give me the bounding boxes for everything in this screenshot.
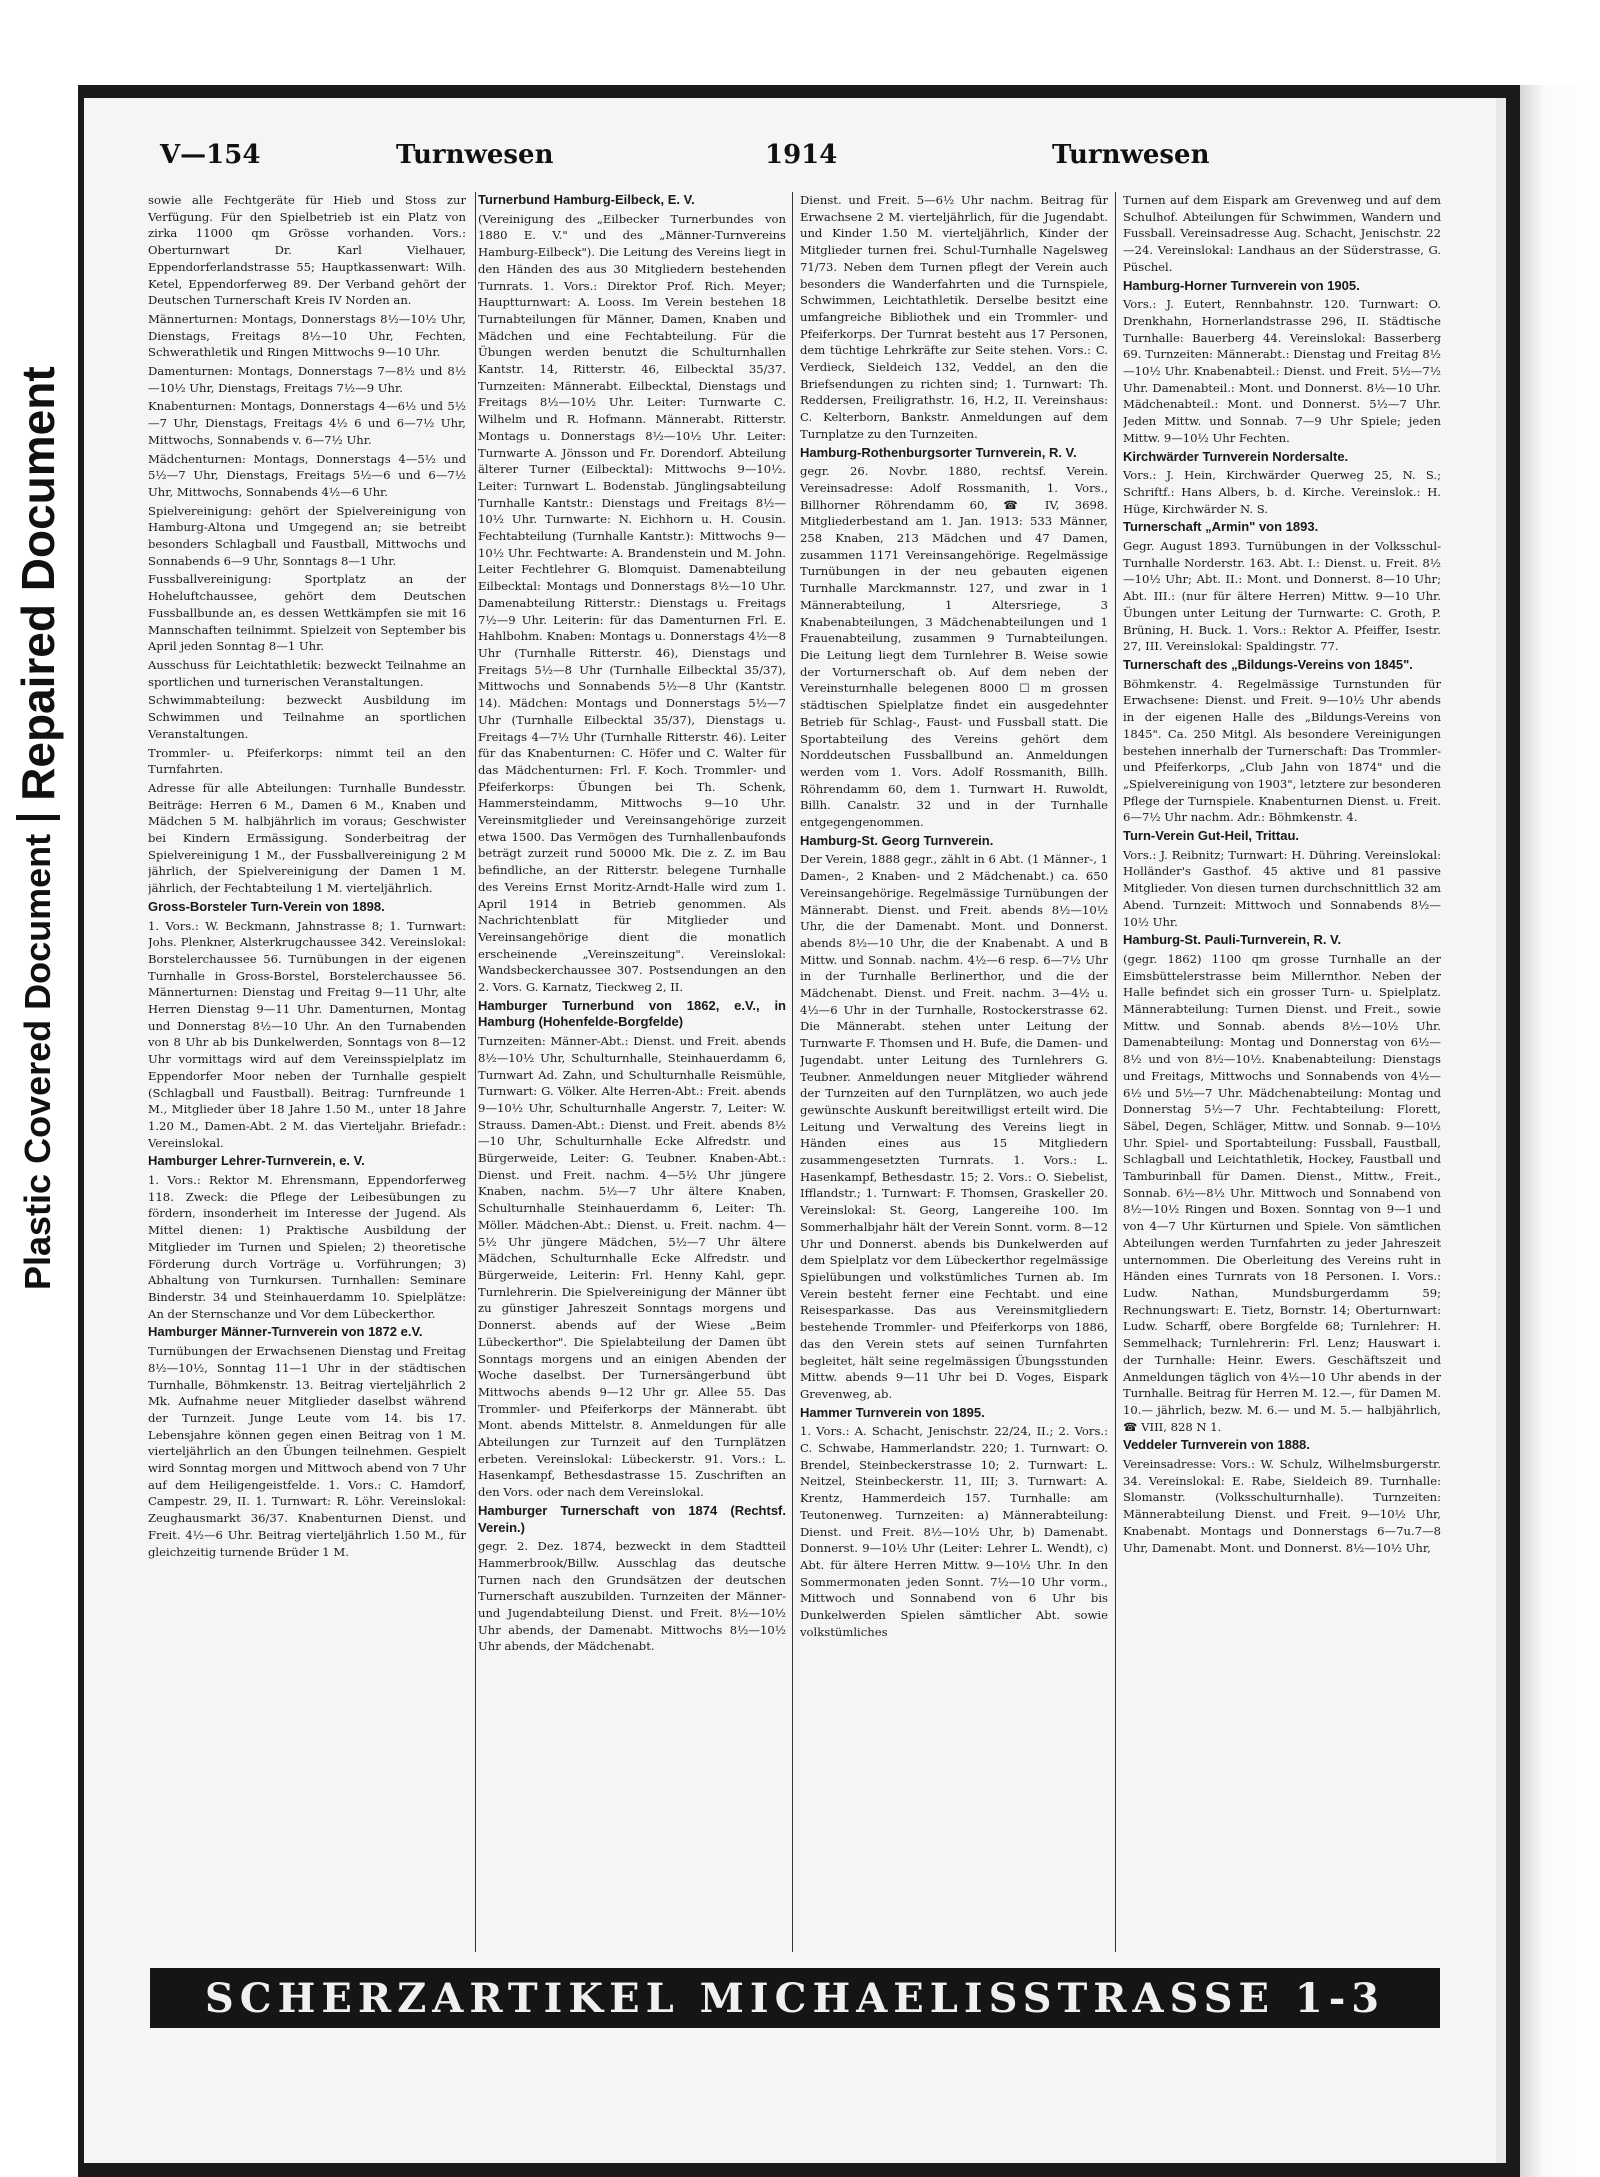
- header-year: 1914: [765, 140, 838, 170]
- entry-text: Vors.: J. Eutert, Rennbahnstr. 120. Turnwart: O. Drenkhahn, Hornerlandstrasse 296, II. Städtische Turnhalle: Bauerberg 44. Vereinslokal: Basserberg 69. Turnzeiten: Männerabt.: Dienstag und Freitag 8½—10½ Uhr. Knabenabteil.: Dienst. und Freit. 5½—7½ Uhr. Damenabteil.: Mont. und Donnerst. 8½—10 Uhr. Mädchenabteil.: Mont. und Donnerst. 5½—7 Uhr. Jeden Mittw. und Sonnab. 7—9 Uhr Spiele; jeden Mittw. 9—10½ Uhr Fechten.: [1123, 297, 1441, 445]
- entry-text: sowie alle Fechtgeräte für Hieb und Stoss zur Verfügung. Für den Spielbetrieb ist ein Platz von zirka 11000 qm Grösse vorhanden. Vors.: Oberturnwart Dr. Karl Vielhauer, Eppendorferlandstrasse 55; Hauptkassenwart: Wilh. Ketel, Eppendorferweg 89. Der Verband gehört der Deutschen Turnerschaft Kreis IV Norden an.: [148, 193, 466, 308]
- entry-text: Der Verein, 1888 gegr., zählt in 6 Abt. (1 Männer-, 1 Damen-, 2 Knaben- und 2 Mädchenabt.) ca. 650 Vereinsangehörige. Regelmässige Turnübungen der Männerabt. Dienst. und Freit. abends 8½—10½ Uhr, die der Damenabt. Mont. und Donnerst. abends 8½—10 Uhr, die der Knabenabt. A und B Mittw. und Sonnab. nachm. 4½—6 resp. 6—7½ Uhr in der Turnhalle Berlinerthor, und die der Mädchenabt. Dienst. und Freit. nachm. 3—4½ u. 4½—6 Uhr in der Turnhalle, Rostockerstrasse 62. Die Männerabt. stehen unter Leitung der Turnwarte F. Thomsen und H. Bufe, die Damen- und Jugendabt. unter Leitung des Turnlehrers G. Teubner. Anmeldungen neuer Mitglieder während der Turnzeiten auf den Turnplätzen, wo auch jede gewünschte Auskunft bereitwilligst erteilt wird. Die Leitung und Verwaltung des Vereins liegt in Händen eines aus 15 Mitgliedern zusammengesetzten Turnrats. 1. Vors.: L. Hasenkampf, Bethesdastr. 15; 2. Vors.: O. Siebelist, Ifflandstr.; 1. Turnwart: F. Thomsen, Graskeller 20. Vereinslokal: St. Georg, Langereihe 100. Im Sommerhalbjahr hält der Verein Sonnt. vorm. 8—12 Uhr und Donnerst. abends bis Dunkelwerden auf dem Spielplatz vor dem Lübeckerthor regelmässige Spielübungen und volkstümliches Turnen ab. Im Verein besteht ferner eine Fechtabt. und eine Reisesparkasse. Das aus Vereinsmitgliedern bestehende Trommler- und Pfeiferkorps von 1886, das den Verein stets auf seinen Turnfahrten begleitet, hält seine regelmässigen Übungsstunden Mittw. abends 9—11 Uhr bei D. Voges, Eispark Grevenweg, ab.: [800, 852, 1108, 1401]
- label-separator: [16, 815, 60, 820]
- entry-text: Trommler- u. Pfeiferkorps: nimmt teil an den Turnfahrten.: [148, 745, 466, 777]
- entry-heading: Hamburg-St. Georg Turnverein.: [800, 832, 994, 848]
- entry-text: Spielvereinigung: gehört der Spielvereinigung von Hamburg-Altona und Umgegend an; sie betreibt besonders Schlagball und Faustball, Mittwochs und Sonnabends 6—9 Uhr, Sonntags 8—1 Uhr.: [148, 503, 466, 568]
- repaired-document-label: Repaired Document: [12, 366, 64, 801]
- header-right-title: Turnwesen: [1052, 140, 1210, 170]
- next-page-edge: [1520, 85, 1600, 2177]
- entry-text: Adresse für alle Abteilungen: Turnhalle Bundesstr. Beiträge: Herren 6 M., Damen 6 M., Knaben und Mädchen 5 M. halbjährlich im voraus; Geschwister bei Kindern Ermässigung. Sonderbeitrag der Spielvereinigung 1 M., der Fussballvereinigung 2 M jährlich, der Spielvereinigung der Damen 1 M. jährlich, der Fechtabteilung 1 M. vierteljährlich.: [148, 780, 466, 896]
- entry-heading: Hamburg-Rothenburgsorter Turnverein, R. V.: [800, 444, 1077, 460]
- entry-text: 1. Vors.: Rektor M. Ehrensmann, Eppendorferweg 118. Zweck: die Pflege der Leibesübungen zu fördern, insonderheit im Interesse der Jugend. Als Mittel dienen: 1) Praktische Ausbildung der Mitglieder im Turnen und Spielen; 2) theoretische Förderung durch Vorträge u. Vorführungen; 3) Abhaltung von Turnkursen. Turnhallen: Seminare Binderstr. 34 und Steinhauerdamm 10. Spielplätze: An der Sternschanze und Vor dem Lübeckerthor.: [148, 1173, 466, 1321]
- entry-heading: Kirchwärder Turnverein Nordersalte.: [1123, 448, 1349, 464]
- text-column-4: [1123, 192, 1441, 1952]
- entry-text: Männerturnen: Montags, Donnerstags 8½—10½ Uhr, Dienstags, Freitags 8½—10 Uhr, Fechten, Schwerathletik und Ringen Mittwochs 9—10 Uhr.: [148, 311, 466, 360]
- scan-side-label-area: [0, 0, 78, 2177]
- entry-heading: Gross-Borsteler Turn-Verein von 1898.: [148, 898, 385, 914]
- entry-heading: Turnerschaft des „Bildungs-Vereins von 1845".: [1123, 656, 1413, 672]
- entry-text: Knabenturnen: Montags, Donnerstags 4—6½ und 5½—7 Uhr, Dienstags, Freitags 4½ 6 und 6—7½ Uhr, Mittwochs, Sonnabends v. 6—7½ Uhr.: [148, 399, 466, 447]
- entry-heading: Turn-Verein Gut-Heil, Trittau.: [1123, 828, 1299, 844]
- entry-text: Dienst. und Freit. 5—6½ Uhr nachm. Beitrag für Erwachsene 2 M. vierteljährlich, für die Jugendabt. und Kinder 1.50 M. vierteljährlich, Kinder der Mitglieder turnen frei. Schul-Turnhalle Nagelsweg 71/73. Neben dem Turnen pflegt der Verein auch besonders die Wanderfahrten und die Turnspiele, Schwimmen, Leichtathletik. Derselbe besitzt eine umfangreiche Bibliothek und ein Trommler- und Pfeiferkorps. Der Turnrat besteht aus 17 Personen, dem tüchtige Lehrkräfte zur Seite stehen. Vors.: C. Verdieck, Sieldeich 132, Veddel, an den die Briefsendungen zu richten sind; 1. Turnwart: Th. Reddersen, Freiligrathstr. 16, H.2, II. Vereinshaus: C. Kelterborn, Bankstr. Anmeldungen auf dem Turnplatze zu den Turnzeiten.: [800, 193, 1108, 441]
- entry-heading: Turnerbund Hamburg-Eilbeck, E. V.: [478, 192, 695, 207]
- entry-text: 1. Vors.: A. Schacht, Jenischstr. 22/24, II.; 2. Vors.: C. Schwabe, Hammerlandstr. 220; 1. Turnwart: O. Brendel, Steinbeckerstrasse 10; 2. Turnwart: L. Neitzel, Steinbeckerstr. 11, III; 3. Turnwart: A. Krentz, Hammerdeich 157. Turnhalle: am Teutonenweg. Turnzeiten: a) Männerabteilung: Dienst. und Freit. 8½—10½ Uhr, b) Damenabt. Donnerst. 9—10½ Uhr (Leiter: Lehrer L. Wendt), c) Abt. für ältere Herren Mittw. 9—10½ Uhr. In den Sommermonaten jeden Sonnt. 7½—10 Uhr vorm., Mittwoch und Sonnabend von 6 Uhr bis Dunkelwerden Spielen sämtlicher Abt. sowie volkstümliches: [800, 1424, 1108, 1639]
- advertisement-banner: [150, 1968, 1440, 2028]
- header-left-title: Turnwesen: [396, 140, 554, 170]
- entry-heading: Turnerschaft „Armin" von 1893.: [1123, 519, 1319, 535]
- entry-text: (Vereinigung des „Eilbecker Turnerbundes von 1880 E. V." und des „Männer-Turnvereins Hamburg-Eilbeck"). Die Leitung des Vereins liegt in den Händen des aus 30 Mitgliedern bestehenden Turnrats. 1. Vors.: Direktor Prof. Rich. Meyer; Hauptturnwart: A. Looss. Im Verein bestehen 18 Turnabteilungen für Männer, Damen, Knaben und Mädchen und eine Fechtabteilung. Für die Übungen werden benutzt die Schulturnhallen Kantstr. 14, Ritterstr. 46, Eilbecktal 35/37. Turnzeiten: Männerabt. Eilbecktal, Dienstags und Freitags 8½—10½ Uhr. Leiter: Turnwarte C. Wilhelm und R. Hofmann. Männerabt. Ritterstr. Montags u. Donnerstags 8½—10½ Uhr. Leiter: Turnwarte A. Jönsson und Fr. Dorendorf. Abteilung älterer Turner (Eilbecktal): Mittwochs 9—10½. Leiter: Turnwart L. Bodenstab. Jünglingsabteilung Turnhalle Kantstr.: Dienstags und Freitags 8½—10½ Uhr. Turnwarte: N. Eichhorn u. H. Cousin. Fechtabteilung (Turnhalle Kantstr.): Mittwochs 9—10½ Uhr. Fechtwarte: A. Brandenstein und M. John. Leiter Fechtlehrer G. Blomquist. Damenabteilung Eilbecktal: Montags und Donnerstags 8½—10 Uhr. Damenabteilung Ritterstr.: Dienstags u. Freitags 7½—9 Uhr. Leiterin: für das Damenturnen Frl. E. Hahlbohm. Knaben: Montags u. Donnerstags 4½—8 Uhr (Turnhalle Ritterstr. 46), Dienstags und Freitags 5½—8 Uhr (Turnhalle Eilbecktal 35/37), Mittwochs und Sonnabends 5½—8 Uhr (Kantstr. 14). Mädchen: Montags und Donnerstags 5½—7 Uhr (Turnhalle Eilbecktal 35/37), Dienstags u. Freitags 4—7½ Uhr (Turnhalle Ritterstr. 46). Leiter für das Knabenturnen: C. Höfer und C. Walter für das Mädchenturnen: Frl. F. Koch. Trommler- und Pfeiferkorps: Übungen bei Th. Schenk, Hammersteindamm, Mittwochs 9—10 Uhr. Vereinsmitglieder und Vereinsangehörige zurzeit etwa 1500. Das Vermögen des Turnhallenbaufonds beträgt zurzeit rund 50000 Mk. Die z. Z. im Bau befindliche, an der Ritterstr. belegene Turnhalle des Vereins Ernst Moritz-Arndt-Halle wird zum 1. April 1914 in Betrieb genommen. Als Nachrichtenblatt für Mitglieder und Vereinsangehörige dient die monatlich erscheinende „Vereinszeitung". Vereinslokal: Wandsbeckerchaussee 307. Postsendungen an den 2. Vors. G. Karnatz, Tieckweg 2, II.: [478, 211, 786, 995]
- entry-heading: Hamburger Männer-Turnverein von 1872 e.V.: [148, 1324, 423, 1340]
- entry-text: 1. Vors.: W. Beckmann, Jahnstrasse 8; 1. Turnwart: Johs. Plenkner, Alsterkrugchaussee 342. Vereinslokal: Borstelerchaussee 56. Turnübungen in der eigenen Turnhalle in Gross-Borstel, Borstelerchaussee 56. Männerturnen: Dienstag und Freitag 9—11 Uhr, alte Herren Dienstag 9—11 Uhr. Damenturnen, Montag und Donnerstag 8½—10 Uhr. An den Turnabenden von 8 Uhr ab bis Dunkelwerden, Sonntags von 8—12 Uhr vormittags wird auf dem Vereinsspielplatz im Eppendorfer Moor neben der Turnhalle gespielt (Schlagball und Faustball). Beitrag: Turnfreunde 1 M., Mitglieder über 18 Jahre 1.50 M., unter 18 Jahre 1.20 M., Damen-Abt. 2 M. das Vierteljahr. Briefadr.: Vereinslokal.: [148, 918, 466, 1150]
- entry-heading: Hamburg-Horner Turnverein von 1905.: [1123, 277, 1360, 293]
- entry-text: Böhmkenstr. 4. Regelmässige Turnstunden für Erwachsene: Dienst. und Freit. 9—10½ Uhr abends in der eigenen Halle des „Bildungs-Vereins von 1845". Ca. 250 Mitgl. Als besondere Vereinigungen bestehen innerhalb der Turnerschaft: Das Trommler- und Pfeiferkorps, „Club Jahn von 1874" und die „Spielvereinigung von 1903", letztere zur besonderen Pflege der Turnspiele. Knabenturnen Dienst. u. Freit. 6—7½ Uhr nachm. Adr.: Böhmkenstr. 4.: [1123, 676, 1441, 825]
- archive-stamp: [8, 190, 68, 1290]
- text-column-1: [148, 192, 466, 1952]
- page-header: [160, 140, 1500, 174]
- entry-text: Turnübungen der Erwachsenen Dienstag und Freitag 8½—10½, Sonntag 11—1 Uhr in der städtischen Turnhalle, Böhmkenstr. 13. Beitrag vierteljährlich 2 Mk. Aufnahme neuer Mitglieder daselbst während der Turnzeit. Junge Leute vom 14. bis 17. Lebensjahre können gegen einen Beitrag von 1 M. vierteljährlich an den Übungen teilnehmen. Gespielt wird Sonntag morgen und Mittwoch abend von 7 Uhr auf dem Heiligengeistfelde. 1. Vors.: C. Hamdorf, Campestr. 29, II. 1. Turnwart: R. Löhr. Vereinslokal: Zeughausmarkt 36/37. Knabenturnen Dienst. und Freit. 4½—6 Uhr. Beitrag vierteljährlich 1.50 M., für gleichzeitig turnende Brüder 1 M.: [148, 1344, 466, 1559]
- entry-text: Mädchenturnen: Montags, Donnerstags 4—5½ und 5½—7 Uhr, Dienstags, Freitags 5½—6 und 6—7½ Uhr, Mittwochs, Sonnabends 4½—6 Uhr.: [148, 451, 466, 499]
- entry-text: Vors.: J. Hein, Kirchwärder Querweg 25, N. S.; Schriftf.: Hans Albers, b. d. Kirche. Vereinslok.: H. Hüge, Kirchwärder N. S.: [1123, 468, 1441, 516]
- entry-heading: Hamburger Turnerbund von 1862, e.V., in Hamburg (Hohenfelde-Borgfelde): [478, 997, 786, 1030]
- entry-text: Ausschuss für Leichtathletik: bezweckt Teilnahme an sportlichen und turnerischen Veranstaltungen.: [148, 657, 466, 689]
- entry-text: Schwimmabteilung: bezweckt Ausbildung im Schwimmen und Teilnahme an sportlichen Veranstaltungen.: [148, 693, 466, 741]
- plastic-covered-label: Plastic Covered Document: [17, 833, 58, 1290]
- entry-text: Gegr. August 1893. Turnübungen in der Volksschul-Turnhalle Norderstr. 163. Abt. I.: Dienst. u. Freit. 8½—10½ Uhr; Abt. II.: Mont. und Donnerst. 8—10 Uhr; Abt. III.: (nur für ältere Herren) Mittw. 9—10 Uhr. Übungen unter Leitung der Turnwarte: C. Groth, P. Brüning, H. Buck. 1. Vors.: Rektor A. Pfeiffer, Isestr. 27, III. Vereinslokal: Spaldingstr. 77.: [1123, 539, 1441, 654]
- entry-text: Fussballvereinigung: Sportplatz an der Hoheluftchaussee, gehört dem Deutschen Fussballbunde an, es dessen Wettkämpfen sie mit 16 Mannschaften teilnimmt. Spielzeit von September bis April jeden Sonntag 8—1 Uhr.: [148, 572, 466, 654]
- banner-text: SCHERZARTIKEL MICHAELISSTRASSE 1-3: [204, 1974, 1386, 2022]
- entry-heading: Hamburger Lehrer-Turnverein, e. V.: [148, 1153, 365, 1169]
- text-column-2: [478, 192, 786, 1952]
- entry-heading: Hamburg-St. Pauli-Turnverein, R. V.: [1123, 932, 1342, 948]
- entry-text: Turnzeiten: Männer-Abt.: Dienst. und Freit. abends 8½—10½ Uhr, Schulturnhalle, Steinhauerdamm 6, Turnwart Ad. Zahn, und Schulturnhalle Reismühle, Turnwart: G. Völker. Alte Herren-Abt.: Freit. abends 9—10½ Uhr, Schulturnhalle Angerstr. 7, Leiter: W. Strauss. Damen-Abt.: Dienst. und Freit. abends 8½—10 Uhr, Schulturnhalle Ecke Alfredstr. und Bürgerweide, Leiter: G. Teubner. Knaben-Abt.: Dienst. und Freit. nachm. 4—5½ Uhr jüngere Knaben, nachm. 5½—7 Uhr ältere Knaben, Schulturnhalle Steinhauerdamm 6, Leiter: Th. Möller. Mädchen-Abt.: Dienst. u. Freit. nachm. 4—5½ Uhr jüngere Mädchen, 5½—7 Uhr ältere Mädchen, Schulturnhalle Ecke Alfredstr. und Bürgerweide, Leiterin: Frl. Henny Kahl, gepr. Turnlehrerin. Die Spielvereinigung der Männer übt zu günstiger Jahreszeit Sonntags morgens und Donnerst. abends auf der Wiese „Beim Lübeckerthor". Die Spielabteilung der Damen übt Sonntags morgens und an einigen Abenden der Woche daselbst. Der Turnersängerbund übt Mittwochs abends 9—12 Uhr gr. Allee 55. Das Trommler- und Pfeiferkorps der Männerabt. übt Mont. abends Mittelstr. 8. Anmeldungen für alle Abteilungen zur Turnzeit auf den Turnplätzen erbeten. Vereinslokal: Lübeckerstr. 91. Vors.: L. Hasenkampf, Bethesdastrasse 15. Zuschriften an den Vors. oder nach dem Vereinslokal.: [478, 1034, 786, 1500]
- page-number: V—154: [160, 140, 261, 170]
- entry-text: Damenturnen: Montags, Donnerstags 7—8½ und 8½—10½ Uhr, Dienstags, Freitags 7½—9 Uhr.: [148, 364, 466, 395]
- entry-heading: Hamburger Turnerschaft von 1874 (Rechtsf. Verein.): [478, 1502, 786, 1535]
- entry-text: gegr. 26. Novbr. 1880, rechtsf. Verein. Vereinsadresse: Adolf Rossmanith, 1. Vors., Billhorner Röhrendamm 60, ☎ IV, 3698. Mitgliederbestand am 1. Jan. 1913: 533 Männer, 258 Knaben, 213 Mädchen und 47 Damen, zusammen 1171 Vereinsangehörige. Regelmässige Turnübungen in der neu gebauten eigenen Turnhalle Marckmannstr. 127, und zwar in 1 Männerabteilung, 1 Altersriege, 3 Knabenabteilungen, 3 Mädchenabteilungen und 1 Frauenabteilung, zusammen 9 Turnabteilungen. Die Leitung liegt dem Turnlehrer B. Weise sowie der Vorturnerschaft ob. Auf dem neben der Vereinsturnhalle belegenen 8000 ☐ m grossen städtischen Spielplatze findet ein ausgedehnter Betrieb für Schlag-, Faust- und Fussball statt. Die Sportabteilung des Vereins gehört dem Norddeutschen Fussballbund an. Anmeldungen werden vom 1. Vors. Adolf Rossmanith, Billh. Röhrendamm 60, dem 1. Turnwart H. Ruwoldt, Billh. Canalstr. 32 und in der Turnhalle entgegengenommen.: [800, 464, 1108, 830]
- entry-text: Vors.: J. Reibnitz; Turnwart: H. Dühring. Vereinslokal: Holländer's Gasthof. 45 aktive und 81 passive Mitglieder. Von diesen turnen durchschnittlich 32 am Abend. Turnzeit: Mittwoch und Sonnabends 8½—10½ Uhr.: [1123, 847, 1441, 929]
- entry-text: Turnen auf dem Eispark am Grevenweg und auf dem Schulhof. Abteilungen für Schwimmen, Wandern und Fussball. Vereinsadresse Aug. Schacht, Jenischstr. 22—24. Vereinslokal: Landhaus an der Süderstrasse, G. Püschel.: [1123, 193, 1441, 274]
- entry-heading: Hammer Turnverein von 1895.: [800, 1404, 985, 1420]
- entry-text: (gegr. 1862) 1100 qm grosse Turnhalle an der Eimsbüttelerstrasse beim Millernthor. Neben der Halle befindet sich ein grosser Turn- u. Spielplatz. Männerabteilung: Turnen Dienst. und Freit., sowie Mittw. und Sonnab. abends 8½—10½ Uhr. Damenabteilung: Montag und Donnerstag von 6½—8½ und von 8½—10½. Knabenabteilung: Dienstags und Freitags, Mittwochs und Sonnabends von 4½—6½ und 5½—7 Uhr. Mädchenabteilung: Montag und Donnerstag 5½—7 Uhr. Fechtabteilung: Florett, Säbel, Degen, Schläger, Mittw. und Sonnab. 9—10½ Uhr. Spiel- und Sportabteilung: Fussball, Faustball, Schlagball und Leichtathletik, Hockey, Faustball und Tamburinball für Damen. Dienst., Mittw., Freit., Sonnab. 6½—8½ Uhr. Mittwoch und Sonnabend von 8½—10½ Ringen und Boxen. Sonntag von 9—1 und von 4—7 Uhr Kürturnen und Spiele. Von sämtlichen Abteilungen werden Turnfahrten zu jeder Jahreszeit unternommen. Die Oberleitung des Vereins ruht in Händen eines Turnrats von 18 Personen. I. Vors.: Ludw. Nathan, Mundsburgerdamm 59; Rechnungswart: E. Tietz, Bornstr. 14; Oberturnwart: Ludw. Scharff, obere Borgfelde 68; Turnlehrer: H. Semmelhack; Turnlehrerin: Frl. Lenz; Hauswart i. der Turnhalle: Heinr. Ewers. Geschäftszeit und Anmeldungen täglich von 4½—10 Uhr abends in der Turnhalle. Beitrag für Herren M. 12.—, für Damen M. 10.— jährlich, bezw. M. 6.— und M. 5.— halbjährlich, ☎ VIII, 828 N 1.: [1123, 951, 1441, 1434]
- entry-heading: Veddeler Turnverein von 1888.: [1123, 1437, 1310, 1453]
- text-columns: [148, 192, 1496, 1952]
- entry-text: gegr. 2. Dez. 1874, bezweckt in dem Stadtteil Hammerbrook/Billw. Ausschlag das deutsche Turnen nach den Grundsätzen der deutschen Turnerschaft auszubilden. Turnzeiten der Männer- und Jugendabteilung Dienst. und Freit. 8½—10½ Uhr abends, der Damenabt. Mittwochs 8½—10½ Uhr abends, der Mädchenabt.: [478, 1539, 786, 1654]
- text-column-3: [800, 192, 1108, 1952]
- entry-text: Vereinsadresse: Vors.: W. Schulz, Wilhelmsburgerstr. 34. Vereinslokal: E. Rabe, Sieldeich 89. Turnhalle: Slomanstr. (Volksschulturnhalle). Turnzeiten: Männerabteilung Dienst. und Freit. 9—10½ Uhr, Knabenabt. Montags und Donnerstags 6—7u.7—8 Uhr, Damenabt. Mont. und Donnerst. 8½—10½ Uhr,: [1123, 1457, 1441, 1555]
